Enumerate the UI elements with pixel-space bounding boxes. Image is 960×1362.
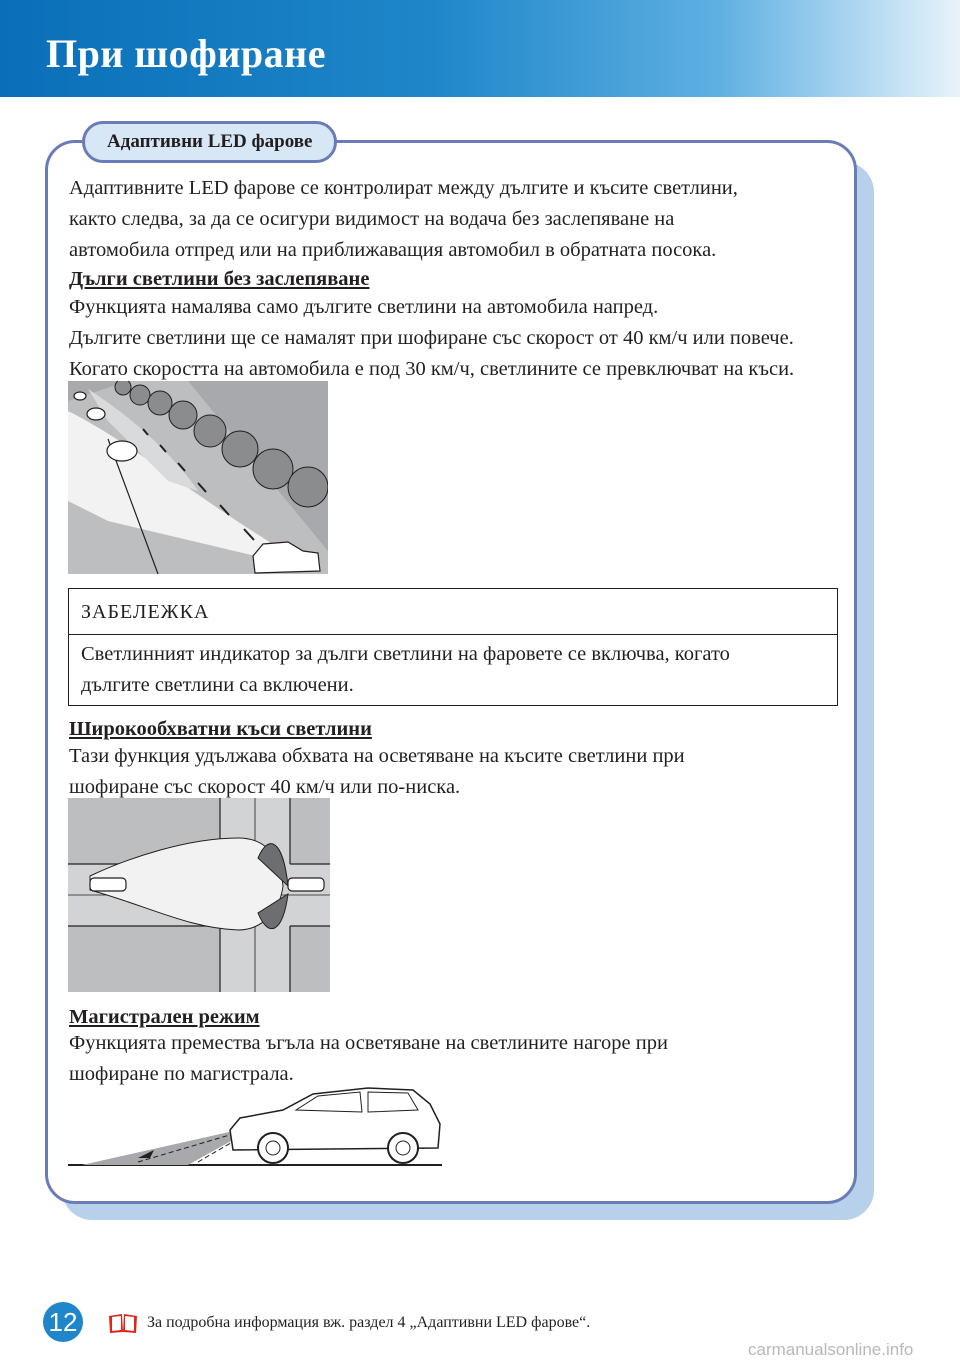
note-body [69, 635, 837, 705]
highway-paragraph [69, 1028, 844, 1090]
section-label: Адаптивни LED фарове [82, 121, 337, 163]
highway-heading: Магистрален режим [69, 1006, 260, 1028]
glare-free-heading: Дълги светлини без заслепяване [69, 268, 370, 290]
highway-illustration [68, 1082, 444, 1168]
watermark: carmanualsonline.info [748, 1340, 914, 1359]
intro-paragraph [69, 173, 844, 266]
glare-free-paragraph [69, 292, 859, 385]
highway-line: Функцията премества ъгъла на осветяване на светлините нагоре при [69, 1032, 668, 1054]
footer-reference: За подробна информация вж. раздел 4 „Адаптивни LED фарове“. [147, 1314, 591, 1331]
wide-range-line: шофиране със скорост 40 км/ч или по-ниска. [69, 776, 461, 798]
page-number: 12 [43, 1302, 83, 1342]
highway-line: шофиране по магистрала. [69, 1063, 294, 1085]
note-line: Светлинният индикатор за дълги светлини на фаровете се включва, когато [81, 643, 730, 665]
glare-free-line: Когато скоростта на автомобила е под 30 км/ч, светлините се превключват на къси. [69, 358, 795, 380]
glare-free-illustration [68, 381, 328, 574]
glare-free-line: Дългите светлини ще се намалят при шофиране със скорост от 40 км/ч или повече. [69, 327, 794, 349]
page-title: При шофиране [46, 31, 326, 76]
page-header [0, 0, 960, 97]
wide-range-paragraph [69, 741, 844, 803]
intro-line: Адаптивните LED фарове се контролират между дългите и късите светлини, [69, 177, 738, 199]
wide-range-illustration [68, 798, 330, 992]
note-title: ЗАБЕЛЕЖКА [69, 589, 837, 635]
book-icon [108, 1312, 138, 1334]
wide-range-line: Тази функция удължава обхвата на осветяване на късите светлини при [69, 745, 685, 767]
wide-range-heading: Широкообхватни къси светлини [69, 718, 372, 740]
intro-line: както следва, за да се осигури видимост на водача без заслепяване на [69, 208, 675, 230]
intro-line: автомобила отпред или на приближаващия автомобил в обратната посока. [69, 239, 717, 261]
note-line: дългите светлини са включени. [81, 674, 354, 696]
glare-free-line: Функцията намалява само дългите светлини на автомобила напред. [69, 296, 659, 318]
note-box [68, 588, 838, 706]
